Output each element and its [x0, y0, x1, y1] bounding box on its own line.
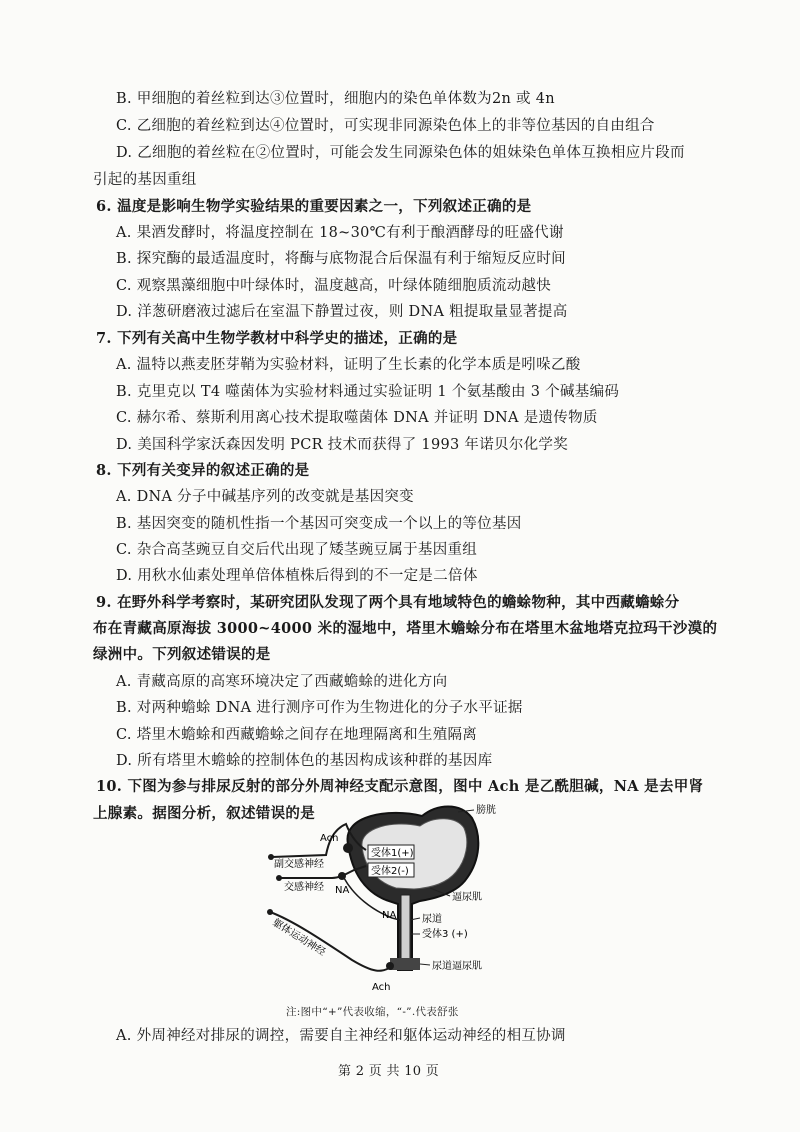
detrusor-label: 逼尿肌 [452, 892, 482, 903]
option-9b: B. 对两种蟾蜍 DNA 进行测序可作为生物进化的分子水平证据 [116, 700, 523, 716]
option-8b: B. 基因突变的随机性指一个基因可突变成一个以上的等位基因 [116, 516, 522, 532]
option-5b: B. 甲细胞的着丝粒到达③位置时，细胞内的染色单体数为2n 或 4n [116, 91, 555, 107]
question-9-line3: 绿洲中。下列叙述错误的是 [93, 646, 271, 663]
somatic-terminal [386, 962, 394, 970]
bladder-label: 膀胱 [476, 805, 496, 816]
sphincter-pointer [420, 964, 430, 965]
na-left-label: NA [335, 885, 350, 896]
question-9: 9. 在野外科学考察时，某研究团队发现了两个具有地域特色的蟾蜍物种，其中西藏蟾蜍分 [96, 594, 680, 611]
option-9a: A. 青藏高原的高寒环境决定了西藏蟾蜍的进化方向 [116, 674, 448, 690]
question-8: 8. 下列有关变异的叙述正确的是 [96, 462, 310, 479]
option-6b: B. 探究酶的最适温度时，将酶与底物混合后保温有利于缩短反应时间 [116, 251, 566, 267]
page-footer: 第 2 页 共 10 页 [338, 1064, 440, 1079]
na-mid-label: NA [382, 910, 397, 921]
parasympathetic-ganglion [343, 843, 353, 853]
question-9-line2: 布在青藏高原海拔 3000~4000 米的湿地中，塔里木蟾蜍分布在塔里木盆地塔克拉玛干沙漠的 [93, 620, 718, 637]
option-7b: B. 克里克以 T4 噬菌体为实验材料通过实验证明 1 个氨基酸由 3 个碱基编码 [116, 384, 620, 400]
option-7d: D. 美国科学家沃森因发明 PCR 技术而获得了 1993 年诺贝尔化学奖 [116, 437, 569, 453]
question-10: 10. 下图为参与排尿反射的部分外周神经支配示意图，图中 Ach 是乙酰胆碱，NA 是去甲肾 [96, 778, 704, 795]
ach-top-label: Ach [320, 833, 339, 844]
parasympathetic-label: 副交感神经 [274, 859, 324, 870]
urethra-label: 尿道 [422, 914, 442, 925]
figure-note: 注:图中“+”代表收缩，“-”.代表舒张 [286, 1006, 459, 1018]
question-10-line2: 上腺素。据图分析，叙述错误的是 [93, 805, 315, 822]
ach-bottom-label: Ach [372, 982, 391, 993]
receptor2-label: 受体2(-) [371, 866, 409, 877]
question-7: 7. 下列有关高中生物学教材中科学史的描述，正确的是 [96, 330, 458, 347]
option-8a: A. DNA 分子中碱基序列的改变就是基因突变 [116, 489, 414, 505]
somatic-nerve [270, 912, 392, 971]
option-9c: C. 塔里木蟾蜍和西藏蟾蜍之间存在地理隔离和生殖隔离 [116, 727, 478, 743]
sphincter-ring [390, 958, 420, 970]
option-8c: C. 杂合高茎豌豆自交后代出现了矮茎豌豆属于基因重组 [116, 542, 478, 558]
question-6: 6. 温度是影响生物学实验结果的重要因素之一，下列叙述正确的是 [96, 198, 532, 215]
option-7a: A. 温特以燕麦胚芽鞘为实验材料，证明了生长素的化学本质是吲哚乙酸 [116, 357, 581, 373]
option-5d-cont: 引起的基因重组 [93, 172, 197, 188]
sympathetic-end [276, 875, 282, 881]
option-5c: C. 乙细胞的着丝粒到达④位置时，可实现非同源染色体上的非等位基因的自由组合 [116, 118, 655, 134]
option-7c: C. 赫尔希、蔡斯利用离心技术提取噬菌体 DNA 并证明 DNA 是遗传物质 [116, 410, 598, 426]
sympathetic-label: 交感神经 [284, 882, 324, 893]
option-9d: D. 所有塔里木蟾蜍的控制体色的基因构成该种群的基因库 [116, 753, 493, 769]
urination-nerve-diagram [262, 800, 508, 998]
somatic-end [267, 909, 273, 915]
option-10a: A. 外周神经对排尿的调控，需要自主神经和躯体运动神经的相互协调 [116, 1028, 566, 1044]
sphincter-label: 尿道逼尿肌 [432, 961, 482, 972]
option-6c: C. 观察黑藻细胞中叶绿体时，温度越高，叶绿体随细胞质流动越快 [116, 278, 552, 294]
receptor1-label: 受体1(+) [371, 848, 414, 859]
option-8d: D. 用秋水仙素处理单倍体植株后得到的不一定是二倍体 [116, 568, 478, 584]
option-5d: D. 乙细胞的着丝粒在②位置时，可能会发生同源染色体的姐妹染色单体互换相应片段而 [116, 145, 685, 161]
receptor3-label: 受体3 (+) [422, 929, 468, 940]
somatic-label: 躯体运动神经 [270, 917, 328, 959]
option-6a: A. 果酒发酵时，将温度控制在 18~30℃有利于酿酒酵母的旺盛代谢 [116, 225, 564, 241]
option-6d: D. 洋葱研磨液过滤后在室温下静置过夜，则 DNA 粗提取量显著提高 [116, 304, 568, 320]
